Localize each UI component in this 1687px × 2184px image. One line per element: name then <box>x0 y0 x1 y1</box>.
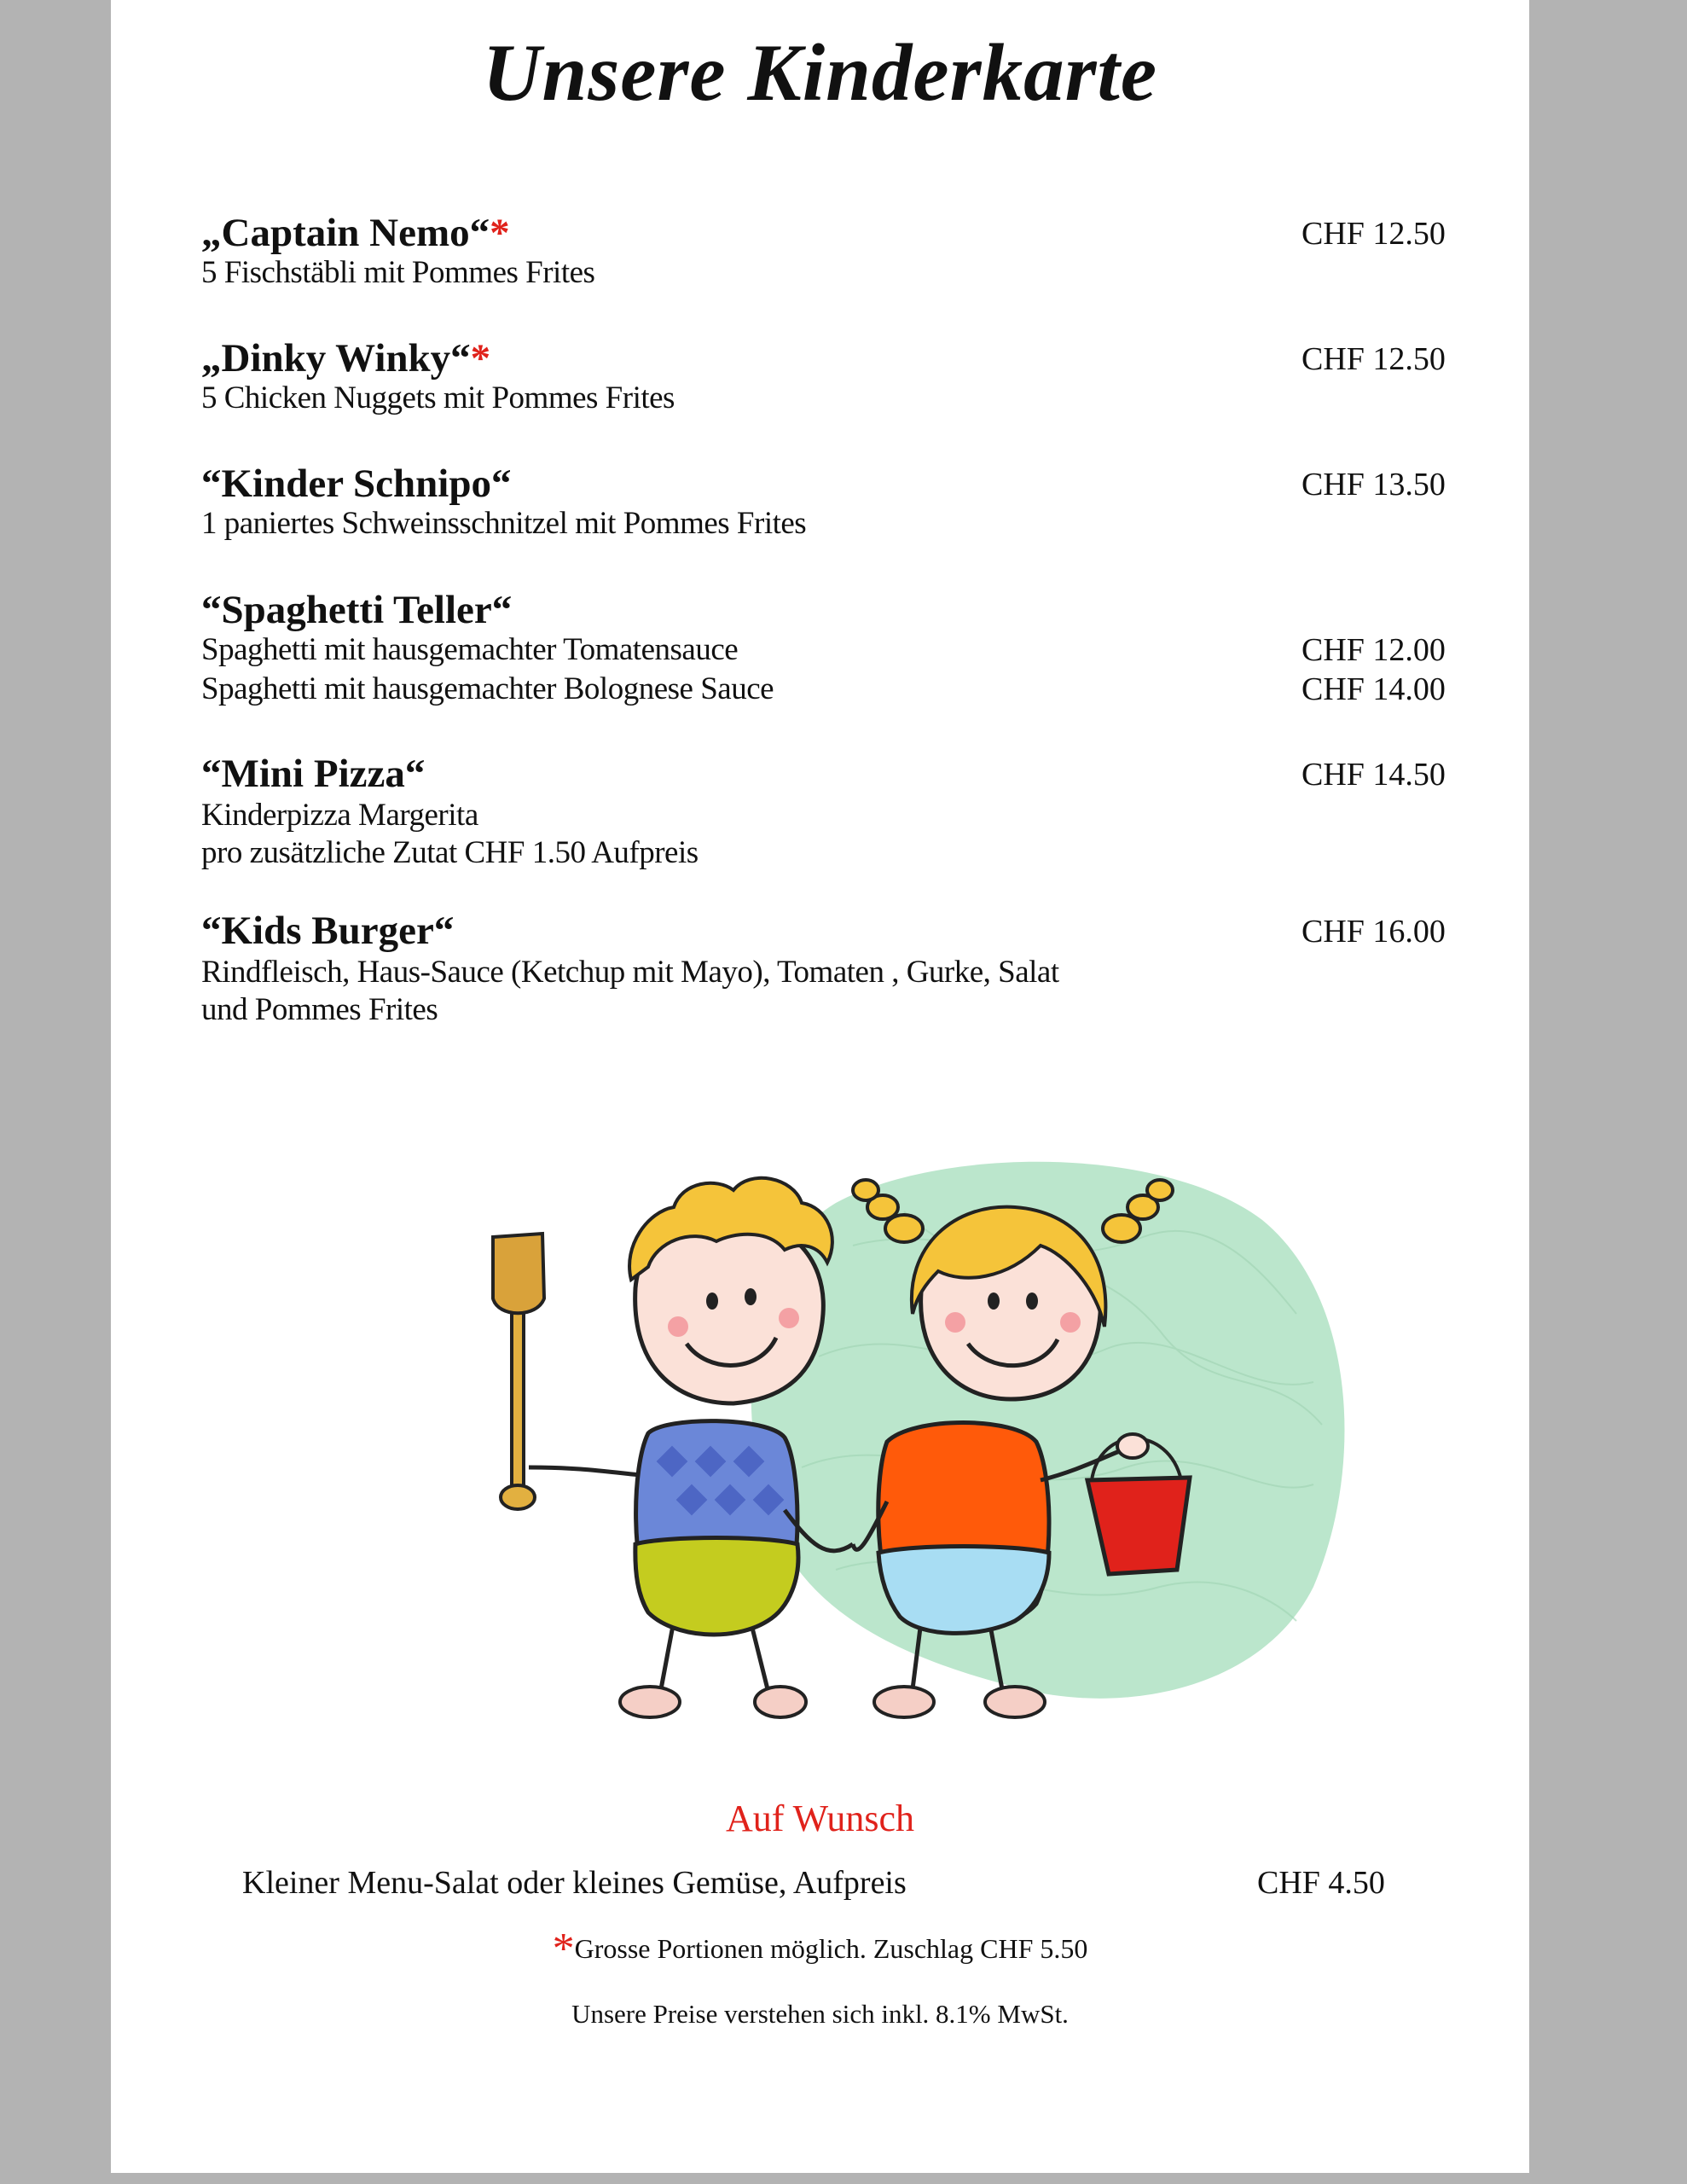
item-price-dinky-winky: CHF 12.50 <box>1301 341 1446 377</box>
item-name-spaghetti-teller: “Spaghetti Teller“ <box>201 588 513 632</box>
portion-star: * <box>552 1925 575 1973</box>
page-title: Unsere Kinderkarte <box>482 27 1158 118</box>
portion-star: * <box>470 336 491 380</box>
item-name-kids-burger: “Kids Burger“ <box>201 909 455 953</box>
vat-footnote: Unsere Preise verstehen sich inkl. 8.1% MwSt. <box>571 1999 1069 2029</box>
item-name-kinder-schnipo: “Kinder Schnipo“ <box>201 462 512 506</box>
item-desc-spaghetti-tomato: Spaghetti mit hausgemachter Tomatensauce <box>201 632 739 667</box>
item-desc-spaghetti-bolognese: Spaghetti mit hausgemachter Bolognese Sauce <box>201 671 774 706</box>
extras-side-salad: Kleiner Menu-Salat oder kleines Gemüse, Aufpreis <box>242 1865 907 1901</box>
kids-illustration <box>392 1143 1373 1740</box>
portion-footnote <box>111 1924 1529 1974</box>
item-name-dinky-winky <box>201 335 490 381</box>
item-desc-mini-pizza: Kinderpizza Margerita <box>201 798 478 833</box>
item-desc-dinky-winky: 5 Chicken Nuggets mit Pommes Frites <box>201 380 675 415</box>
item-desc-captain-nemo: 5 Fischstäbli mit Pommes Frites <box>201 255 595 290</box>
item-desc-kinder-schnipo: 1 paniertes Schweinsschnitzel mit Pommes Frites <box>201 506 807 541</box>
menu-page <box>111 0 1529 2173</box>
extras-title: Auf Wunsch <box>725 1798 915 1839</box>
item-price-spaghetti-bolognese: CHF 14.00 <box>1301 671 1446 707</box>
item-price-kinder-schnipo: CHF 13.50 <box>1301 467 1446 502</box>
item-desc-mini-pizza-extra: pro zusätzliche Zutat CHF 1.50 Aufpreis <box>201 835 699 870</box>
item-name-text: „Dinky Winky“ <box>201 336 471 380</box>
item-price-kids-burger: CHF 16.00 <box>1301 914 1446 950</box>
item-name-text: „Captain Nemo“ <box>201 211 490 255</box>
item-price-spaghetti-tomato: CHF 12.00 <box>1301 632 1446 668</box>
extras-price: CHF 4.50 <box>1257 1865 1385 1901</box>
portion-footnote-text: Grosse Portionen möglich. Zuschlag CHF 5.50 <box>574 1933 1088 1964</box>
item-desc-kids-burger: Rindfleisch, Haus-Sauce (Ketchup mit Mayo), Tomaten , Gurke, Salat <box>201 955 1059 990</box>
item-desc-kids-burger-2: und Pommes Frites <box>201 992 438 1027</box>
item-name-mini-pizza: “Mini Pizza“ <box>201 752 426 796</box>
portion-star: * <box>490 211 510 255</box>
item-price-mini-pizza: CHF 14.50 <box>1301 757 1446 793</box>
item-price-captain-nemo: CHF 12.50 <box>1301 216 1446 252</box>
item-name-captain-nemo <box>201 210 510 256</box>
